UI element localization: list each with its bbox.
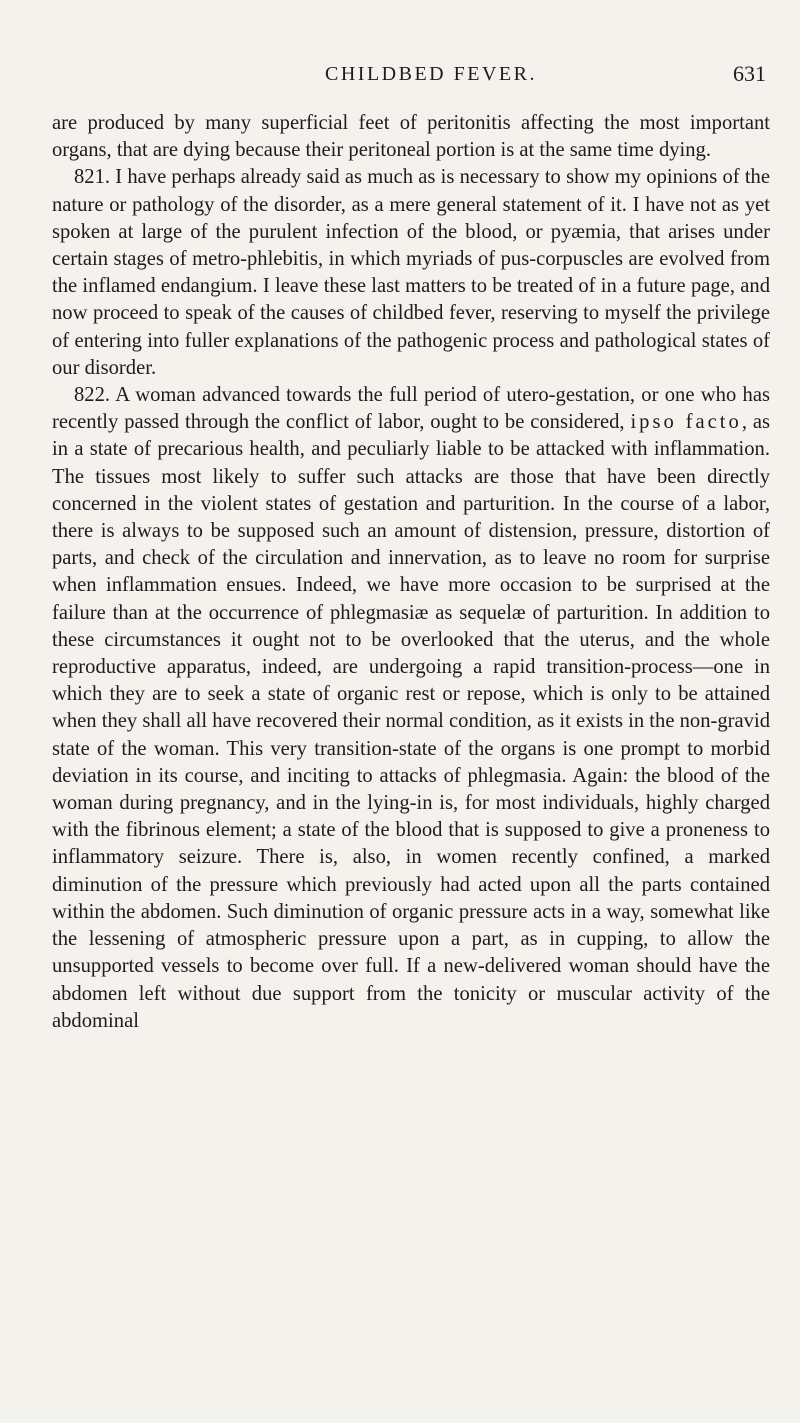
- paragraph-continuation: are produced by many superficial feet of peritonitis affecting the most important organs, that are dying because their peritoneal portion is at the same time dying.: [52, 112, 770, 162]
- running-head: CHILDBED FEVER.: [325, 63, 537, 85]
- page-header: [52, 60, 770, 100]
- paragraph-822-start: 822. A woman advanced towards the full period of utero-gestation, or one who has recently passed through the conflict of labor, ought to be considered,: [52, 384, 770, 434]
- paragraph-821: 821. I have perhaps already said as much as is necessary to show my opinions of the nature or pathology of the disorder, as a mere general statement of it. I have not as yet spoken at large of the purulent infection of the blood, or pyæmia, that arises under certain stages of metro-phlebitis, in which myriads of pus-corpuscles are evolved from the inflamed endangium. I leave these last matters to be treated of in a future page, and now proceed to speak of the causes of childbed fever, reserving to myself the privilege of entering into fuller explanations of the pathogenic process and pathological states of our disorder.: [52, 166, 770, 379]
- page-number: 631: [733, 61, 766, 86]
- body-text: [52, 110, 770, 1035]
- paragraph-822: [52, 382, 770, 1035]
- paragraph-822-rest: , as in a state of precarious health, and peculiarly liable to be attacked with inflammation. The tissues most likely to suffer such attacks are those that have been directly concerned in the violent states of gestation and parturition. In the course of a labor, there is always to be supposed such an amount of distension, pressure, distortion of parts, and check of the circulation and innervation, as to leave no room for surprise when inflammation ensues. Indeed, we have more occasion to be surprised at the failure than at the occurrence of phlegmasiæ as sequelæ of parturition. In addition to these circumstances it ought not to be overlooked that the uterus, and the whole reproductive apparatus, indeed, are undergoing a rapid transition-process—one in which they are to seek a state of organic rest or repose, which is only to be attained when they shall all have recovered their normal condition, as it exists in the non-gravid state of the woman. This very transition-state of the organs is one prompt to morbid deviation in its course, and inciting to attacks of phlegmasia. Again: the blood of the woman during pregnancy, and in the lying-in is, for most individuals, highly charged with the fibrinous element; a state of the blood that is supposed to give a proneness to inflammatory seizure. There is, also, in women recently confined, a marked diminution of the pressure which previously had acted upon all the parts contained within the abdomen. Such diminution of organic pressure acts in a way, somewhat like the lessening of atmospheric pressure upon a part, as in cupping, to allow the unsupported vessels to become over full. If a new-delivered woman should have the abdomen left without due support from the tonicity or muscular activity of the abdominal: [52, 411, 771, 1032]
- latin-phrase: ipso facto: [630, 411, 742, 434]
